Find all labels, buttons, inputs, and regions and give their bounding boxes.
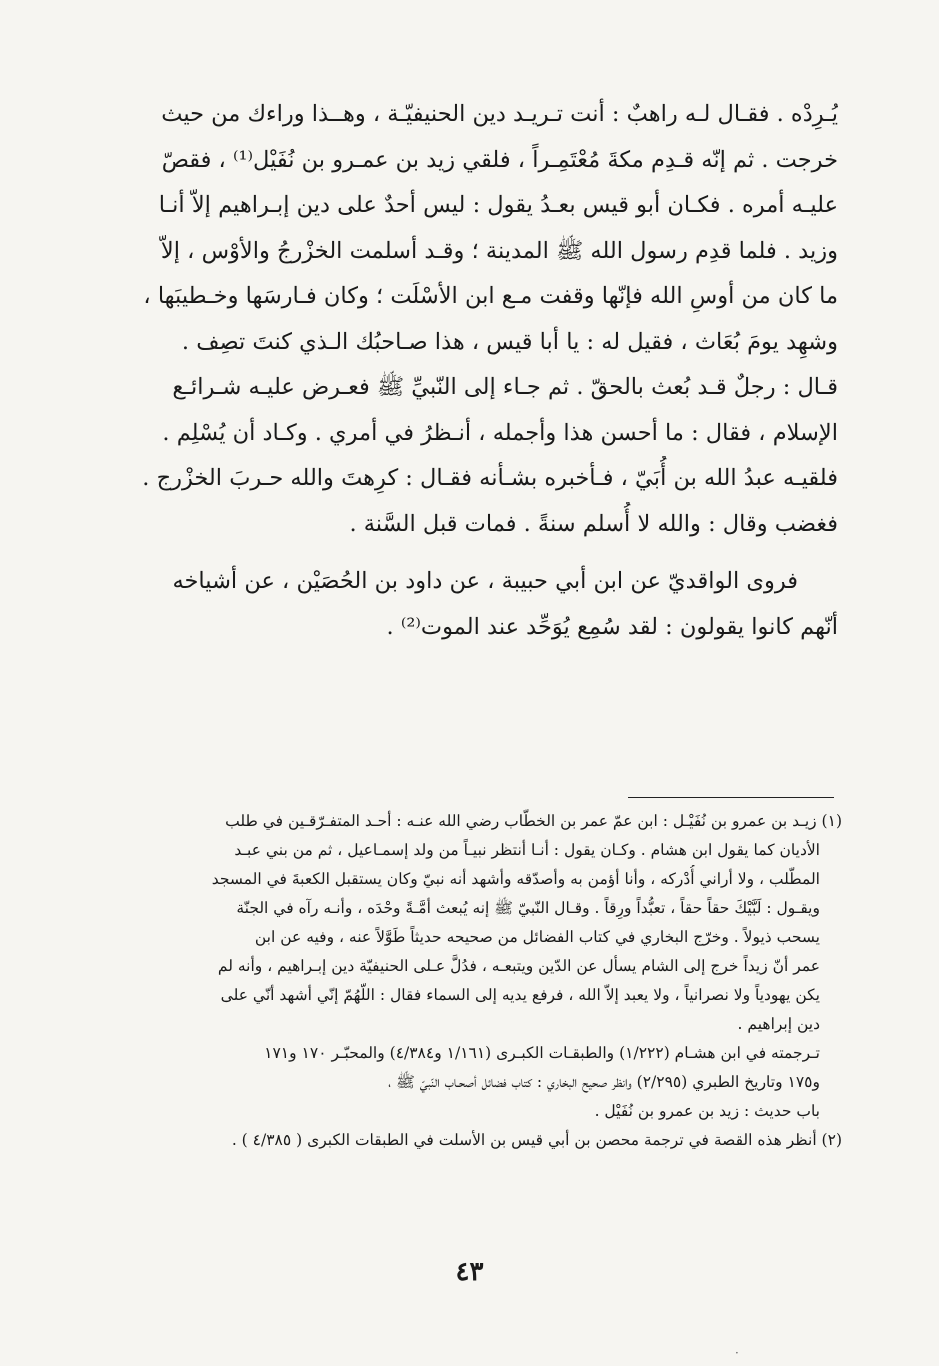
footnote-line: باب حديث : زيد بن عمرو بن نُفَيْل . bbox=[594, 1102, 820, 1120]
main-line: وشهِد يومَ بُعَاث ، فقيل له : يا أبا قيس ، هذا صـاحبُك الـذي كنتَ تصِف . bbox=[181, 328, 838, 355]
footnote-line: و١٧٥ وتاريخ الطبري (٢/٢٩٥) وانظر صحيح البخاري : كتاب فضائل أصحـاب النّبيّ ﷺ ، bbox=[388, 1073, 820, 1091]
footnote-line: الأديان كما يقول ابن هشام . وكـان يقول : أنـا أنتظر نبيـاً من ولد إسمـاعيل ، ثم من بني عبـد bbox=[234, 841, 820, 859]
main-line: خرجت . ثم إنّه قـدِم مكةَ مُعْتَمِـراً ، فلقي زيد بن عمـرو بن نُفَيْل⁽¹⁾ ، فقصّ bbox=[161, 146, 838, 173]
footnote-line: (٢) أنظر هذه القصة في ترجمة محصن بن أبي قيس بن الأسلت في الطبقات الكبرى ( ٤/٣٨٥ ) . bbox=[231, 1131, 842, 1149]
footnote-line: دين إبراهيم . bbox=[737, 1015, 820, 1033]
footnote-line: المطّلب ، ولا أراني أُدْركه ، وأنا أؤمن به وأصدّقه وأشهد أنه نبيّ وكان يستقبل الكعبةَ في المسجد bbox=[211, 870, 820, 888]
main-line: الإسلام ، فقال : ما أحسن هذا وأجمله ، أنـظرُ في أمري . وكـاد أن يُسْلِم . bbox=[162, 419, 838, 446]
footnote-divider bbox=[628, 797, 834, 798]
main-line: ما كان من أوسِ الله فإنّها وقفت مـع ابن الأسْلَت ؛ وكان فـارسَها وخـطيبَها ، bbox=[143, 283, 838, 309]
footnote-line: عمر أنّ زيداً خرج إلى الشام يسأل عن الدّين ويتبعـه ، فدُلَّ عـلى الحنيفيّة دين إبـراهيم ، وأنه لم bbox=[217, 957, 820, 975]
page-number: ٤٣ bbox=[455, 1257, 484, 1287]
main-line: عليـه أمره . فكـان أبو قيس بعـدُ يقول : ليس أحدٌ على دين إبـراهيم إلاّ أنـا bbox=[158, 192, 838, 218]
footnotes bbox=[132, 807, 842, 1155]
main-line: أنّهم كانوا يقولون : لقد سُمِع يُوَحِّد عند الموت⁽²⁾ . bbox=[386, 613, 838, 640]
main-text bbox=[128, 92, 838, 650]
footnote-line: يكن يهودياً ولا نصرانياً ، ولا يعبد إلاّ الله ، فرفع يديه إلى السماء فقال : اللّهُمّ إنّي أشهد أنّي على bbox=[220, 986, 820, 1004]
main-line: فغضب وقال : والله لا أُسلم سنةً . فمات قبل السَّنة . bbox=[349, 510, 838, 537]
main-line: فلقيـه عبدُ الله بن أُبَيّ ، فـأخبره بشـأنه فقـال : كرِهتَ والله حـربَ الخزْرج . bbox=[142, 465, 838, 491]
main-line: قـال : رجلٌ قـد بُعث بالحقّ . ثم جـاء إلى النّبيِّ ﷺ فعـرض عليـه شـرائـع bbox=[172, 374, 838, 400]
main-line: وزيد . فلما قدِم رسول الله ﷺ المدينة ؛ وقـد أسلمت الخزْرجُ والأوْس ، إلاّ bbox=[160, 237, 838, 264]
ink-speck: · bbox=[735, 1346, 739, 1360]
main-line: فروى الواقديّ عن ابن أبي حبيبة ، عن داود بن الحُصَيْن ، عن أشياخه bbox=[172, 568, 798, 594]
footnote-line: تـرجمته في ابن هشـام (١/٢٢٢) والطبقـات الكبـرى (١/١٦١ و٤/٣٨٤) والمحبّـر ١٧٠ و١٧١ bbox=[264, 1044, 820, 1062]
footnote-line: يسحب ذيولاً . وخرّج البخاري في كتاب الفضائل من صحيحه حديثاً طَوَّلاً عنه ، وفيه عن ابن bbox=[254, 928, 820, 946]
footnote-line: (١) زيـد بن عمرو بن نُفَيْـل : ابن عمّ عمر بن الخطّاب رضي الله عنـه : أحـد المتفـرّقـين في طلب bbox=[225, 812, 842, 830]
main-line: يُـرِدْه . فقـال لـه راهبٌ : أنت تـريـد دين الحنيفيّـة ، وهــذا وراءك من حيث bbox=[161, 101, 838, 127]
footnote-line: ويقـول : لَبَّيْكَ حقاً حقاً ، تعبُّداً ورِقاً . وقـال النّبيّ ﷺ إنه يُبعث أمَّـةً وحْدَه ، وأنـه رآه في الجنّة bbox=[236, 899, 820, 917]
